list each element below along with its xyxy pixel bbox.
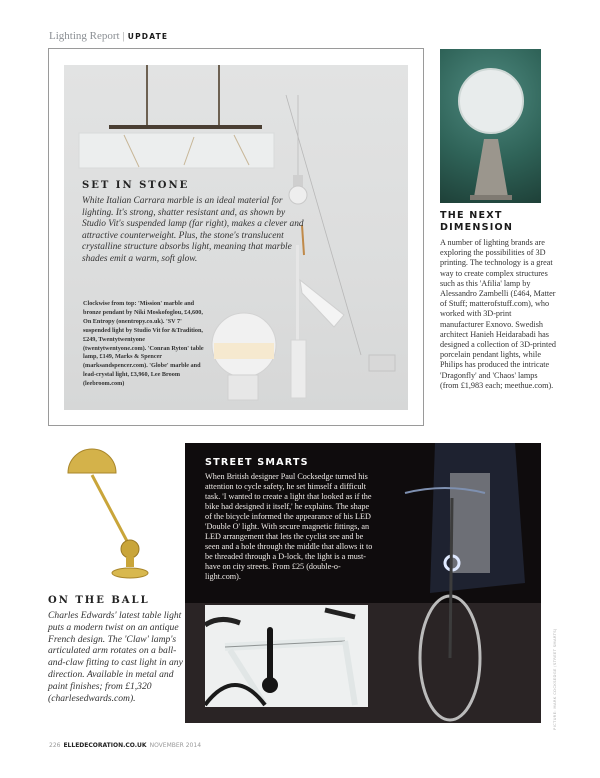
page-number: 226 bbox=[49, 742, 61, 749]
footer-site: ELLEDECORATION.CO.UK bbox=[63, 742, 147, 749]
afilia-lamp-photo bbox=[440, 49, 541, 203]
set-in-stone-body: White Italian Carrara marble is an ideal material for lighting. It's strong, shatter resistant and, as shown by Studio Vit's suspended lamp (far right), makes a clever and attractive counterweight. Plus, the stone's translucent crystalline structure absorbs light, meaning that marble shades emit a warm, soft glow. bbox=[82, 196, 304, 264]
on-the-ball-body: Charles Edwards' latest table light puts a modern twist on an antique French design. The 'Claw' lamp's articulated arm rotates on a ball-and-claw fitting to cast light in any direction. Available in metal and paint finishes; from £1,320 (charlesedwards.com). bbox=[48, 610, 183, 704]
header-separator: | bbox=[122, 30, 125, 42]
next-dimension-title-line2: DIMENSION bbox=[440, 222, 514, 233]
footer-issue: NOVEMBER 2014 bbox=[149, 742, 202, 749]
set-in-stone-title: SET IN STONE bbox=[82, 180, 190, 191]
afilia-lamp-illustration bbox=[440, 49, 541, 203]
photo-credit: PICTURE: MARK COCKSEDGE (STREET SMARTS) bbox=[552, 628, 557, 730]
page-header bbox=[49, 30, 168, 42]
next-dimension-body: A number of lighting brands are exploring the possibilities of 3D printing. The technology is a great way to create complex structures such as this 'Afilia' lamp by Alessandro Zambelli (£464, Matter of Stuff; matterofstuff.com), who worked with 3D-print manufacturer Exnovo. Swedish architect Hanieh Heidarabadi has designed a collection of 3D-printed porcelain pendant lights, while Philips has produced the intricate 'Dragonfly' and 'Chaos' lamps (from £1,983 each; meethue.com). bbox=[440, 238, 556, 390]
claw-lamp-photo bbox=[50, 443, 160, 583]
on-the-ball-title: ON THE BALL bbox=[48, 595, 150, 606]
section-label: UPDATE bbox=[127, 32, 169, 41]
brass-lamp-illustration bbox=[50, 443, 160, 583]
next-dimension-title bbox=[440, 210, 560, 234]
street-smarts-body: When British designer Paul Cocksedge turned his attention to cycle safety, he set himself a difficult task. 'I wanted to create a light that looked as if the bike had designed it itself,' he explains. The shape of the bicycle informed the appearance of his LED 'Double O' light. With secure magnetic fittings, an LED arrangement that lets the cyclist see and be seen and a hole through the middle that allows it to be threaded through a D-lock, the light is a must-have on city streets. From £25 (double-o-light.com). bbox=[205, 472, 373, 581]
bike-lock-photo bbox=[205, 605, 368, 707]
next-dimension-title-line1: THE NEXT bbox=[440, 210, 503, 221]
page-footer bbox=[49, 742, 201, 749]
street-smarts-title: STREET SMARTS bbox=[205, 457, 309, 468]
bike-frame-illustration bbox=[205, 605, 368, 707]
section-name: Lighting Report bbox=[49, 30, 120, 42]
set-in-stone-caption: Clockwise from top: 'Mission' marble and bronze pendant by Niki Moskofoglou, £4,600, On Entropy (onentropy.co.uk). 'SV 7' suspended light by Studio Vit for &Tradition, £249, Twentytwentyone (twentytwentyone.com). 'Conran Ryton' table lamp, £149, Marks & Spencer (marksandspencer.com). 'Globe' marble and lead-crystal light, £3,960, Lee Broom (leebroom.com) bbox=[83, 300, 204, 388]
